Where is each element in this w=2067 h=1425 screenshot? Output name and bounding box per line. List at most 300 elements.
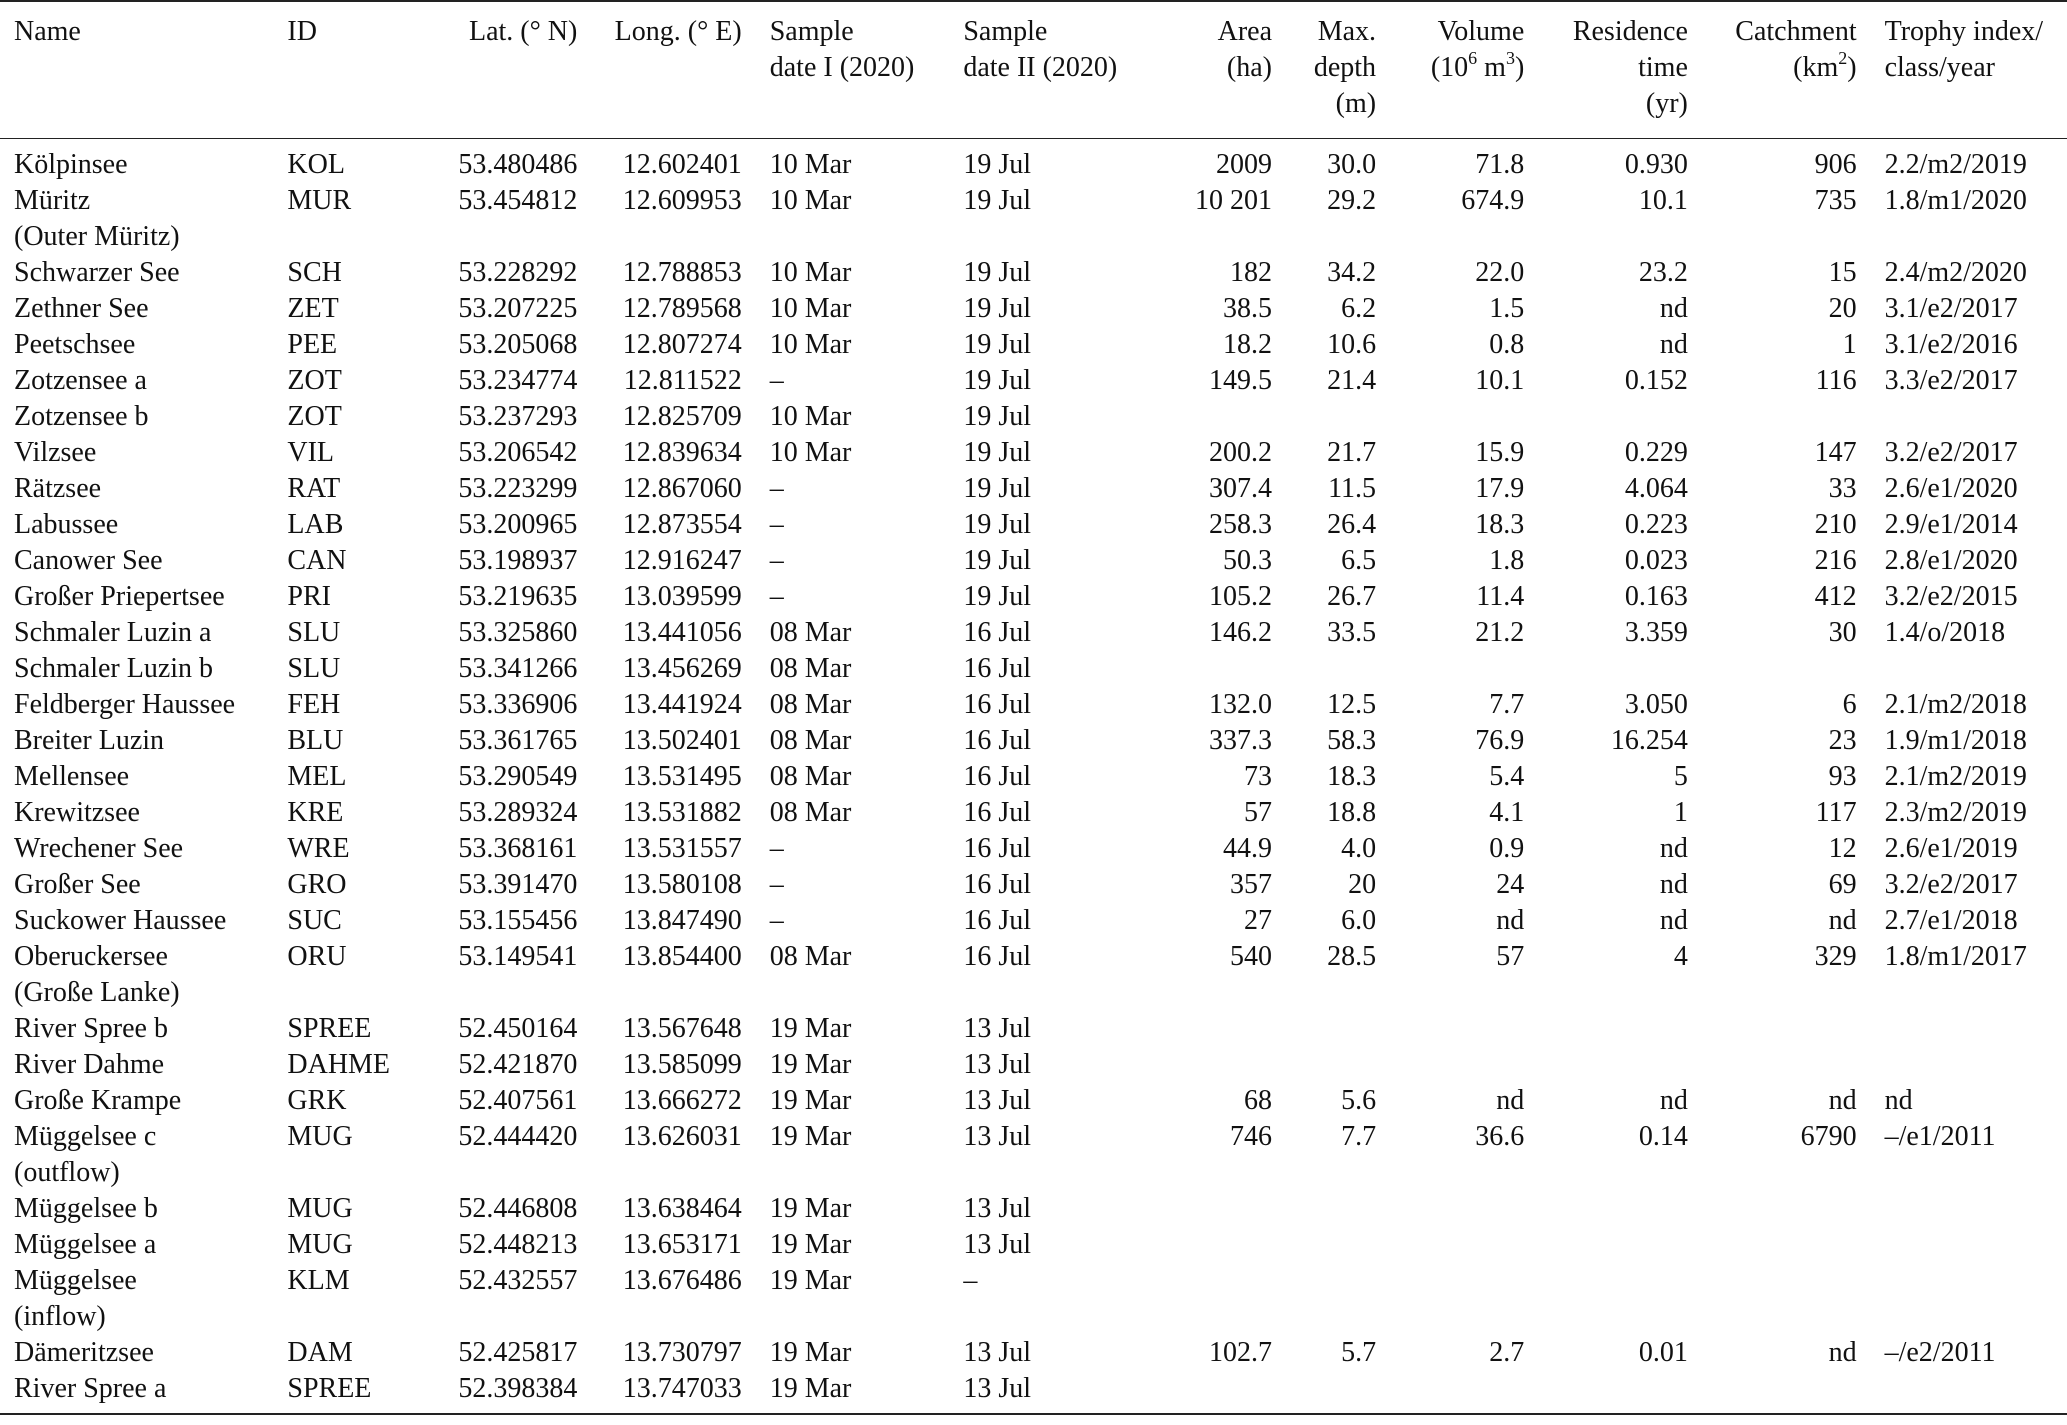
cell-long: 12.867060 bbox=[622, 473, 742, 504]
header-residence-time-line3: (yr) bbox=[1645, 88, 1688, 119]
cell-sample-date-2: 19 Jul bbox=[963, 581, 1032, 612]
cell-name bbox=[0, 291, 273, 327]
cell-sample-date-1: 19 Mar bbox=[769, 1013, 852, 1044]
cell-name-line1: Rätzsee bbox=[14, 473, 102, 504]
cell-max-depth: 6.5 bbox=[1341, 545, 1377, 576]
cell-trophy: 2.6/e1/2020 bbox=[1884, 473, 2018, 504]
cell-id: SLU bbox=[287, 617, 341, 648]
cell-catchment bbox=[1702, 1047, 1871, 1083]
header-trophy bbox=[1871, 1, 2067, 139]
cell-name-line1: River Spree b bbox=[14, 1013, 168, 1044]
cell-residence-time: 0.01 bbox=[1638, 1337, 1688, 1368]
cell-name bbox=[0, 543, 273, 579]
cell-area bbox=[1139, 1371, 1286, 1414]
cell-max-depth: 30.0 bbox=[1327, 149, 1377, 180]
cell-sample-date-1: 19 Mar bbox=[769, 1085, 852, 1116]
cell-max-depth: 6.0 bbox=[1341, 905, 1377, 936]
cell-sample-date-1: 19 Mar bbox=[769, 1193, 852, 1224]
cell-long: 12.916247 bbox=[622, 545, 742, 576]
cell-residence-time bbox=[1538, 1011, 1702, 1047]
cell-id: VIL bbox=[287, 437, 335, 468]
cell-trophy: 1.8/m1/2017 bbox=[1884, 941, 2027, 972]
cell-area bbox=[1139, 1011, 1286, 1047]
cell-lat: 53.228292 bbox=[458, 257, 578, 288]
cell-sample-date-1: – bbox=[769, 365, 784, 396]
cell-long: 12.811522 bbox=[623, 365, 742, 396]
cell-volume: 17.9 bbox=[1475, 473, 1525, 504]
cell-lat: 53.237293 bbox=[458, 401, 578, 432]
cell-long: 12.602401 bbox=[622, 149, 742, 180]
cell-trophy: 1.9/m1/2018 bbox=[1884, 725, 2027, 756]
cell-max-depth bbox=[1286, 1263, 1390, 1335]
table-row bbox=[0, 651, 2067, 687]
cell-volume: 15.9 bbox=[1475, 437, 1525, 468]
cell-volume: 1.8 bbox=[1489, 545, 1525, 576]
cell-area: 337.3 bbox=[1209, 725, 1272, 756]
cell-residence-time: 4.064 bbox=[1624, 473, 1688, 504]
cell-catchment: 30 bbox=[1828, 617, 1857, 648]
cell-catchment: 116 bbox=[1815, 365, 1857, 396]
cell-trophy: 2.7/e1/2018 bbox=[1884, 905, 2018, 936]
cell-catchment: 210 bbox=[1814, 509, 1857, 540]
cell-volume bbox=[1390, 1227, 1538, 1263]
cell-id: BLU bbox=[287, 725, 344, 756]
cell-catchment: 15 bbox=[1828, 257, 1857, 288]
cell-long: 13.531495 bbox=[622, 761, 742, 792]
cell-lat: 52.446808 bbox=[458, 1193, 578, 1224]
table-row bbox=[0, 687, 2067, 723]
cell-name bbox=[0, 903, 273, 939]
cell-area: 149.5 bbox=[1209, 365, 1272, 396]
table-row bbox=[0, 1227, 2067, 1263]
header-trophy-line2: class/year bbox=[1884, 52, 1995, 83]
cell-sample-date-2: 13 Jul bbox=[963, 1049, 1032, 1080]
cell-catchment: 23 bbox=[1828, 725, 1857, 756]
cell-id: SPREE bbox=[287, 1373, 372, 1404]
cell-id: GRK bbox=[287, 1085, 347, 1116]
cell-long: 13.441056 bbox=[622, 617, 742, 648]
cell-name-line1: Canower See bbox=[14, 545, 163, 576]
cell-volume: 0.9 bbox=[1489, 833, 1525, 864]
header-volume-unit-b: m bbox=[1477, 52, 1506, 83]
cell-name-line1: Kölpinsee bbox=[14, 149, 128, 180]
cell-name bbox=[0, 327, 273, 363]
cell-residence-time bbox=[1538, 399, 1702, 435]
cell-residence-time bbox=[1538, 651, 1702, 687]
cell-catchment: 6 bbox=[1842, 689, 1857, 720]
cell-name-line2: (Outer Müritz) bbox=[14, 221, 180, 252]
cell-volume: 674.9 bbox=[1461, 185, 1525, 216]
cell-area bbox=[1139, 1263, 1286, 1335]
header-volume-line1: Volume bbox=[1437, 16, 1525, 47]
cell-sample-date-2: 19 Jul bbox=[963, 401, 1032, 432]
cell-name-line1: Krewitzsee bbox=[14, 797, 140, 828]
cell-name bbox=[0, 795, 273, 831]
cell-area: 50.3 bbox=[1223, 545, 1272, 576]
cell-residence-time: 3.359 bbox=[1624, 617, 1688, 648]
cell-sample-date-1: – bbox=[769, 509, 784, 540]
cell-lat: 53.205068 bbox=[458, 329, 578, 360]
cell-id: MEL bbox=[287, 761, 347, 792]
cell-long: 13.039599 bbox=[622, 581, 742, 612]
cell-residence-time: 0.229 bbox=[1624, 437, 1688, 468]
cell-trophy: 2.3/m2/2019 bbox=[1884, 797, 2027, 828]
cell-trophy: 3.1/e2/2016 bbox=[1884, 329, 2018, 360]
cell-catchment: 412 bbox=[1814, 581, 1857, 612]
cell-catchment: 1 bbox=[1842, 329, 1857, 360]
cell-trophy: 2.9/e1/2014 bbox=[1884, 509, 2018, 540]
cell-volume: 7.7 bbox=[1489, 689, 1525, 720]
cell-sample-date-1: 10 Mar bbox=[769, 185, 852, 216]
cell-name-line1: Müggelsee c bbox=[14, 1121, 157, 1152]
cell-sample-date-1: 19 Mar bbox=[769, 1049, 852, 1080]
table-row bbox=[0, 1083, 2067, 1119]
cell-trophy: 2.1/m2/2019 bbox=[1884, 761, 2027, 792]
header-max-depth bbox=[1286, 1, 1390, 139]
cell-trophy bbox=[1871, 399, 2067, 435]
cell-long: 12.609953 bbox=[622, 185, 742, 216]
cell-area: 746 bbox=[1230, 1121, 1272, 1152]
cell-long: 13.747033 bbox=[622, 1373, 742, 1404]
cell-sample-date-2: 16 Jul bbox=[963, 941, 1032, 972]
cell-residence-time bbox=[1538, 1191, 1702, 1227]
cell-name-line1: Müggelsee a bbox=[14, 1229, 157, 1260]
cell-sample-date-1: 10 Mar bbox=[769, 437, 852, 468]
cell-max-depth: 18.8 bbox=[1327, 797, 1377, 828]
cell-id: PRI bbox=[287, 581, 331, 612]
cell-sample-date-2: 19 Jul bbox=[963, 185, 1032, 216]
cell-sample-date-1: – bbox=[769, 581, 784, 612]
cell-name bbox=[0, 1083, 273, 1119]
cell-sample-date-2: 13 Jul bbox=[963, 1193, 1032, 1224]
cell-sample-date-2: 13 Jul bbox=[963, 1337, 1032, 1368]
cell-name bbox=[0, 255, 273, 291]
cell-lat: 52.421870 bbox=[458, 1049, 578, 1080]
cell-long: 13.626031 bbox=[622, 1121, 742, 1152]
header-lat: Lat. (° N) bbox=[404, 1, 591, 139]
cell-name bbox=[0, 939, 273, 1011]
cell-lat: 53.200965 bbox=[458, 509, 578, 540]
cell-sample-date-1: – bbox=[769, 545, 784, 576]
header-catchment-unit-a: (km bbox=[1793, 52, 1839, 83]
cell-max-depth bbox=[1286, 1047, 1390, 1083]
table-row bbox=[0, 723, 2067, 759]
cell-id: DAHME bbox=[287, 1049, 391, 1080]
cell-residence-time: 0.023 bbox=[1624, 545, 1688, 576]
cell-area: 68 bbox=[1244, 1085, 1272, 1116]
cell-lat: 53.234774 bbox=[458, 365, 578, 396]
cell-id: GRO bbox=[287, 869, 347, 900]
cell-area: 38.5 bbox=[1223, 293, 1272, 324]
cell-residence-time bbox=[1538, 1371, 1702, 1414]
cell-lat: 52.407561 bbox=[458, 1085, 578, 1116]
cell-area: 27 bbox=[1244, 905, 1272, 936]
cell-sample-date-2: 16 Jul bbox=[963, 617, 1032, 648]
cell-sample-date-2: 19 Jul bbox=[963, 509, 1032, 540]
cell-sample-date-2: 13 Jul bbox=[963, 1229, 1032, 1260]
table-row bbox=[0, 1119, 2067, 1191]
cell-name-line1: Peetschsee bbox=[14, 329, 136, 360]
cell-long: 12.839634 bbox=[622, 437, 742, 468]
cell-id: MUG bbox=[287, 1121, 353, 1152]
cell-max-depth: 7.7 bbox=[1341, 1121, 1377, 1152]
cell-long: 13.666272 bbox=[622, 1085, 742, 1116]
cell-sample-date-1: 19 Mar bbox=[769, 1121, 852, 1152]
cell-lat: 53.341266 bbox=[458, 653, 578, 684]
header-trophy-line1: Trophy index/ bbox=[1884, 16, 2044, 47]
cell-catchment: 117 bbox=[1815, 797, 1857, 828]
cell-name-line1: Zotzensee a bbox=[14, 365, 147, 396]
cell-name-line1: Labussee bbox=[14, 509, 119, 540]
cell-sample-date-2: 19 Jul bbox=[963, 545, 1032, 576]
cell-residence-time: 10.1 bbox=[1638, 185, 1688, 216]
cell-trophy: 2.8/e1/2020 bbox=[1884, 545, 2018, 576]
cell-name-line1: Schwarzer See bbox=[14, 257, 180, 288]
cell-area: 146.2 bbox=[1209, 617, 1272, 648]
cell-id: PEE bbox=[287, 329, 338, 360]
cell-sample-date-1: 10 Mar bbox=[769, 401, 852, 432]
cell-volume: 21.2 bbox=[1475, 617, 1525, 648]
cell-trophy bbox=[1871, 1263, 2067, 1335]
header-name: Name bbox=[0, 1, 273, 139]
cell-name bbox=[0, 183, 273, 255]
cell-max-depth bbox=[1286, 1011, 1390, 1047]
cell-id: ZOT bbox=[287, 401, 342, 432]
cell-trophy: –/e1/2011 bbox=[1884, 1121, 1996, 1152]
cell-id: WRE bbox=[287, 833, 350, 864]
cell-sample-date-2: 16 Jul bbox=[963, 905, 1032, 936]
cell-id: RAT bbox=[287, 473, 341, 504]
table-row bbox=[0, 435, 2067, 471]
table-row bbox=[0, 183, 2067, 255]
cell-sample-date-2: 13 Jul bbox=[963, 1085, 1032, 1116]
cell-catchment: 329 bbox=[1814, 941, 1857, 972]
cell-id: SCH bbox=[287, 257, 342, 288]
cell-id: KLM bbox=[287, 1265, 350, 1296]
header-id: ID bbox=[273, 1, 404, 139]
cell-volume bbox=[1390, 399, 1538, 435]
cell-max-depth bbox=[1286, 1371, 1390, 1414]
cell-residence-time: 0.152 bbox=[1624, 365, 1688, 396]
cell-volume bbox=[1390, 1191, 1538, 1227]
table-row bbox=[0, 471, 2067, 507]
cell-long: 12.807274 bbox=[622, 329, 742, 360]
cell-sample-date-2: 13 Jul bbox=[963, 1373, 1032, 1404]
cell-name bbox=[0, 1119, 273, 1191]
cell-id: ORU bbox=[287, 941, 347, 972]
cell-sample-date-2: – bbox=[963, 1265, 978, 1296]
header-catchment bbox=[1702, 1, 1871, 139]
cell-trophy: 2.6/e1/2019 bbox=[1884, 833, 2018, 864]
header-catchment-line1: Catchment bbox=[1735, 16, 1857, 47]
cell-sample-date-1: 08 Mar bbox=[769, 617, 852, 648]
cell-trophy: 2.2/m2/2019 bbox=[1884, 149, 2027, 180]
header-volume-exp-3: 3 bbox=[1505, 47, 1515, 68]
cell-catchment: 33 bbox=[1828, 473, 1857, 504]
cell-id: SLU bbox=[287, 653, 341, 684]
cell-name-line1: Müggelsee bbox=[14, 1265, 137, 1296]
cell-lat: 53.361765 bbox=[458, 725, 578, 756]
cell-id: MUR bbox=[287, 185, 352, 216]
cell-trophy bbox=[1871, 651, 2067, 687]
cell-sample-date-1: 10 Mar bbox=[769, 293, 852, 324]
cell-sample-date-1: 08 Mar bbox=[769, 797, 852, 828]
cell-long: 13.580108 bbox=[622, 869, 742, 900]
cell-trophy: 3.2/e2/2015 bbox=[1884, 581, 2018, 612]
cell-lat: 53.391470 bbox=[458, 869, 578, 900]
cell-sample-date-2: 19 Jul bbox=[963, 329, 1032, 360]
cell-lat: 53.149541 bbox=[458, 941, 578, 972]
header-max-depth-line3: (m) bbox=[1335, 88, 1377, 119]
table-row bbox=[0, 507, 2067, 543]
cell-area bbox=[1139, 651, 1286, 687]
cell-trophy: 2.4/m2/2020 bbox=[1884, 257, 2027, 288]
header-row bbox=[0, 1, 2067, 139]
cell-residence-time: 0.163 bbox=[1624, 581, 1688, 612]
cell-volume bbox=[1390, 1263, 1538, 1335]
cell-max-depth: 58.3 bbox=[1327, 725, 1377, 756]
cell-area bbox=[1139, 1191, 1286, 1227]
cell-max-depth: 12.5 bbox=[1327, 689, 1377, 720]
cell-catchment: 906 bbox=[1814, 149, 1857, 180]
table-row bbox=[0, 795, 2067, 831]
cell-name bbox=[0, 867, 273, 903]
cell-sample-date-2: 16 Jul bbox=[963, 833, 1032, 864]
cell-catchment bbox=[1702, 1371, 1871, 1414]
cell-sample-date-1: 19 Mar bbox=[769, 1337, 852, 1368]
header-residence-time-line2: time bbox=[1638, 52, 1688, 83]
cell-residence-time: 23.2 bbox=[1638, 257, 1688, 288]
cell-residence-time: nd bbox=[1659, 905, 1688, 936]
cell-sample-date-1: 08 Mar bbox=[769, 653, 852, 684]
header-volume-exp-6: 6 bbox=[1468, 47, 1478, 68]
cell-long: 13.502401 bbox=[622, 725, 742, 756]
cell-long: 12.789568 bbox=[622, 293, 742, 324]
cell-name bbox=[0, 435, 273, 471]
cell-volume: 10.1 bbox=[1475, 365, 1525, 396]
cell-sample-date-2: 16 Jul bbox=[963, 869, 1032, 900]
table-row bbox=[0, 1011, 2067, 1047]
cell-catchment: 147 bbox=[1814, 437, 1857, 468]
cell-trophy: 3.2/e2/2017 bbox=[1884, 437, 2018, 468]
cell-sample-date-1: 19 Mar bbox=[769, 1229, 852, 1260]
cell-sample-date-1: 08 Mar bbox=[769, 941, 852, 972]
cell-volume: 76.9 bbox=[1475, 725, 1525, 756]
table-row bbox=[0, 579, 2067, 615]
cell-sample-date-2: 16 Jul bbox=[963, 761, 1032, 792]
cell-trophy bbox=[1871, 1191, 2067, 1227]
cell-area: 200.2 bbox=[1209, 437, 1272, 468]
cell-catchment: 735 bbox=[1814, 185, 1857, 216]
header-sample-date-2-line2: date II (2020) bbox=[963, 52, 1118, 83]
table-row bbox=[0, 867, 2067, 903]
cell-catchment: nd bbox=[1828, 1337, 1857, 1368]
cell-max-depth: 18.3 bbox=[1327, 761, 1377, 792]
table-row bbox=[0, 291, 2067, 327]
table-row bbox=[0, 543, 2067, 579]
table-row bbox=[0, 759, 2067, 795]
cell-name bbox=[0, 1047, 273, 1083]
cell-area: 73 bbox=[1244, 761, 1272, 792]
cell-trophy bbox=[1871, 1227, 2067, 1263]
cell-sample-date-1: – bbox=[769, 833, 784, 864]
cell-sample-date-1: – bbox=[769, 869, 784, 900]
cell-residence-time: nd bbox=[1659, 1085, 1688, 1116]
cell-long: 13.730797 bbox=[622, 1337, 742, 1368]
cell-id: SPREE bbox=[287, 1013, 372, 1044]
header-max-depth-line2: depth bbox=[1313, 52, 1377, 83]
cell-sample-date-1: 08 Mar bbox=[769, 725, 852, 756]
cell-trophy: 1.4/o/2018 bbox=[1884, 617, 2006, 648]
table-row bbox=[0, 1047, 2067, 1083]
cell-sample-date-2: 19 Jul bbox=[963, 257, 1032, 288]
cell-sample-date-1: – bbox=[769, 905, 784, 936]
cell-area: 2009 bbox=[1216, 149, 1272, 180]
cell-sample-date-1: – bbox=[769, 473, 784, 504]
cell-name bbox=[0, 723, 273, 759]
table-row bbox=[0, 255, 2067, 291]
cell-name bbox=[0, 1227, 273, 1263]
cell-lat: 52.432557 bbox=[458, 1265, 578, 1296]
cell-max-depth: 21.4 bbox=[1327, 365, 1377, 396]
cell-volume bbox=[1390, 1371, 1538, 1414]
cell-catchment: 6790 bbox=[1800, 1121, 1857, 1152]
cell-name bbox=[0, 471, 273, 507]
cell-max-depth: 6.2 bbox=[1341, 293, 1377, 324]
cell-lat: 53.290549 bbox=[458, 761, 578, 792]
cell-volume: 24 bbox=[1496, 869, 1525, 900]
cell-name-line1: Suckower Haussee bbox=[14, 905, 227, 936]
cell-area bbox=[1139, 1047, 1286, 1083]
cell-residence-time bbox=[1538, 1227, 1702, 1263]
cell-max-depth: 5.6 bbox=[1341, 1085, 1377, 1116]
cell-catchment bbox=[1702, 1263, 1871, 1335]
table-row bbox=[0, 903, 2067, 939]
cell-volume: nd bbox=[1496, 1085, 1525, 1116]
cell-sample-date-1: 19 Mar bbox=[769, 1265, 852, 1296]
cell-name-line1: Müritz bbox=[14, 185, 91, 216]
cell-id: CAN bbox=[287, 545, 347, 576]
cell-volume: 0.8 bbox=[1489, 329, 1525, 360]
cell-name-line1: Müggelsee b bbox=[14, 1193, 158, 1224]
cell-id: DAM bbox=[287, 1337, 353, 1368]
cell-sample-date-2: 19 Jul bbox=[963, 293, 1032, 324]
cell-long: 12.788853 bbox=[622, 257, 742, 288]
cell-sample-date-2: 13 Jul bbox=[963, 1121, 1032, 1152]
cell-max-depth: 34.2 bbox=[1327, 257, 1377, 288]
table-row bbox=[0, 939, 2067, 1011]
cell-name-line1: Vilzsee bbox=[14, 437, 97, 468]
table-row bbox=[0, 1335, 2067, 1371]
header-catchment-unit-b: ) bbox=[1847, 52, 1857, 83]
table-row bbox=[0, 1263, 2067, 1335]
cell-name bbox=[0, 1011, 273, 1047]
cell-sample-date-2: 16 Jul bbox=[963, 725, 1032, 756]
cell-name-line1: Feldberger Haussee bbox=[14, 689, 236, 720]
cell-max-depth: 28.5 bbox=[1327, 941, 1377, 972]
cell-residence-time bbox=[1538, 1047, 1702, 1083]
cell-long: 12.825709 bbox=[622, 401, 742, 432]
cell-area: 132.0 bbox=[1209, 689, 1272, 720]
cell-long: 12.873554 bbox=[622, 509, 742, 540]
cell-max-depth: 26.7 bbox=[1327, 581, 1377, 612]
cell-name-line1: River Dahme bbox=[14, 1049, 165, 1080]
cell-long: 13.638464 bbox=[622, 1193, 742, 1224]
cell-name-line1: Breiter Luzin bbox=[14, 725, 165, 756]
cell-name bbox=[0, 1263, 273, 1335]
cell-sample-date-2: 19 Jul bbox=[963, 437, 1032, 468]
cell-catchment: 93 bbox=[1828, 761, 1857, 792]
